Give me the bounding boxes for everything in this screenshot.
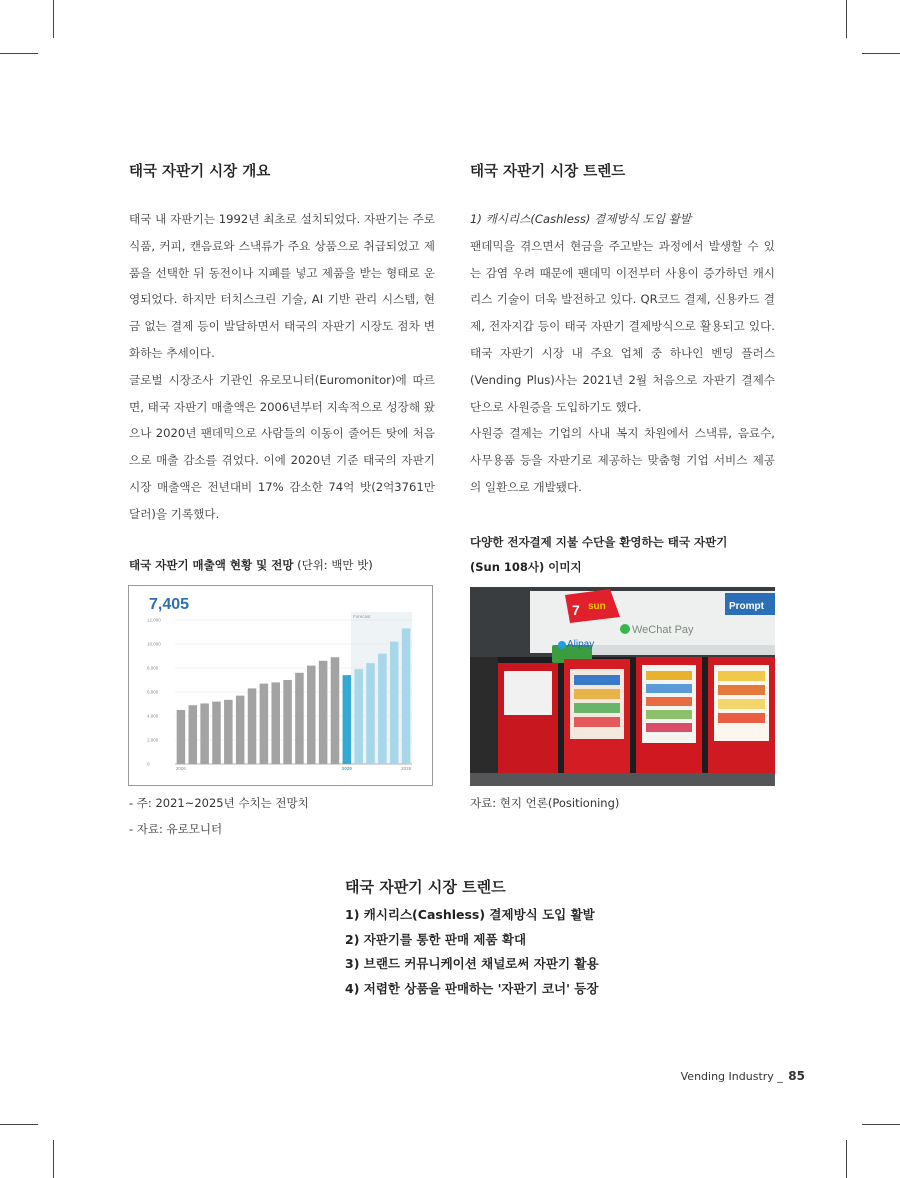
right-section-heading: 태국 자판기 시장 트렌드 (470, 164, 626, 180)
bar-2023 (378, 654, 387, 764)
bar-2006 (177, 710, 186, 764)
crop-mark (0, 53, 38, 54)
chart-note-projection: - 주: 2021~2025년 수치는 전망치 (129, 796, 309, 810)
bar-2008 (200, 703, 209, 764)
summary-item: 3) 브랜드 커뮤니케이션 채널로써 자판기 활용 (345, 956, 599, 971)
bar-2015 (283, 680, 292, 764)
y-tick-label: 8,000 (147, 665, 159, 671)
crop-mark (846, 1140, 847, 1178)
x-tick-label: 2020 (341, 766, 352, 771)
bar-2021 (354, 669, 363, 764)
summary-item: 2) 자판기를 통한 판매 제품 확대 (345, 931, 527, 947)
right-paragraph-1: 팬데믹을 겪으면서 현금을 주고받는 과정에서 발생할 수 있는 감염 우려 때문에 팬데믹 이전부터 사용이 증가하던 캐시리스 기술이 더욱 발전하고 있다. QR코드 결제, 신용카드 결제, 전자지갑 등이 태국 자판기 결제방식으로 활용되고 있다. 태국 자판기 시장 내 주요 업체 중 하나인 벤딩 플러스(Vending Plus)사는 2021년 2월 처음으로 자판기 결제수단으로 사원증을 도입하기도 했다. (470, 238, 775, 414)
crop-mark (53, 0, 54, 38)
vending-machine-photo (470, 587, 775, 786)
bar-2017 (307, 666, 316, 764)
forecast-label: Forecast (353, 614, 371, 619)
bar-2024 (390, 642, 399, 764)
chart-caption-unit: (단위: 백만 밧) (293, 558, 373, 572)
summary-title: 태국 자판기 시장 트렌드 (345, 878, 506, 896)
bar-2020 (343, 675, 352, 764)
sales-chart-frame (128, 585, 433, 786)
y-tick-label: 2,000 (147, 737, 159, 743)
bar-2016 (295, 673, 304, 764)
x-tick-label: 2025 (401, 766, 412, 771)
photo-source: 자료: 현지 언론(Positioning) (470, 796, 620, 810)
y-tick-label: 0 (147, 761, 150, 767)
bar-2025 (402, 628, 411, 764)
crop-mark (0, 1124, 38, 1125)
bar-2007 (189, 705, 198, 764)
photo-caption-line-2: (Sun 108사) 이미지 (470, 560, 582, 574)
x-tick-label: 2006 (175, 766, 186, 771)
sales-chart (129, 586, 432, 785)
prompt-pay-sign: Prompt (729, 601, 764, 612)
y-tick-label: 12,000 (147, 617, 161, 623)
crop-mark (846, 0, 847, 38)
vending-machine-illustration (470, 587, 775, 786)
bar-2019 (331, 657, 340, 764)
right-paragraph-2: 사원증 결제는 기업의 사내 복지 차원에서 스낵류, 음료수, 사무용품 등을 자판기로 제공하는 맞춤형 기업 서비스 제공의 일환으로 개발됐다. (470, 426, 775, 494)
y-tick-label: 6,000 (147, 689, 159, 695)
bar-2013 (260, 684, 269, 764)
bar-2022 (366, 663, 375, 764)
page-footer (681, 1069, 805, 1083)
right-subheading: 1) 캐시리스(Cashless) 결제방식 도입 활발 (470, 212, 692, 226)
chart-caption (129, 557, 373, 573)
wechat-pay-sign: WeChat Pay (632, 624, 694, 636)
left-section-heading: 태국 자판기 시장 개요 (129, 164, 271, 180)
crop-mark (862, 1124, 900, 1125)
bar-2011 (236, 696, 245, 764)
left-paragraph-1: 태국 내 자판기는 1992년 최초로 설치되었다. 자판기는 주로 식품, 커피, 캔음료와 스낵류가 주요 상품으로 취급되었고 제품을 선택한 뒤 동전이나 지폐를 넣고 제품을 받는 형태로 운영되었다. 하지만 터치스크린 기술, AI 기반 관리 시스템, 현금 없는 결제 등이 발달하면서 태국의 자판기 시장도 점차 변화하는 추세이다. (129, 212, 435, 360)
chart-note-source: - 자료: 유로모니터 (129, 822, 223, 836)
trend-summary (345, 876, 599, 1001)
chart-caption-title: 태국 자판기 매출액 현황 및 전망 (129, 558, 294, 572)
y-tick-label: 10,000 (147, 641, 161, 647)
y-tick-label: 4,000 (147, 713, 159, 719)
chart-highlight-label: 7,405 (149, 596, 190, 613)
bar-2012 (248, 688, 257, 764)
crop-mark (862, 53, 900, 54)
photo-caption (470, 530, 727, 580)
summary-item: 1) 캐시리스(Cashless) 결제방식 도입 활발 (345, 907, 595, 922)
bar-2014 (271, 682, 280, 764)
svg-text:sun: sun (588, 601, 606, 612)
crop-mark (53, 1140, 54, 1178)
bar-2009 (212, 702, 221, 764)
bar-2010 (224, 700, 233, 764)
svg-text:7: 7 (572, 602, 580, 618)
left-paragraph-2: 글로벌 시장조사 기관인 유로모니터(Euromonitor)에 따르면, 태국 자판기 매출액은 2006년부터 지속적으로 성장해 왔으나 2020년 팬데믹으로 사람들의 이동이 줄어든 탓에 처음으로 매출 감소를 겪었다. 이에 2020년 기준 태국의 자판기 시장 매출액은 전년대비 17% 감소한 74억 밧(2억3761만 달러)을 기록했다. (129, 372, 435, 521)
bar-2018 (319, 661, 328, 764)
left-body-text (129, 206, 435, 528)
summary-item: 4) 저렴한 상품을 판매하는 '자판기 코너' 등장 (345, 980, 599, 996)
right-body-text (470, 206, 775, 501)
alipay-sign: Alipay (567, 639, 595, 650)
publication-name: Vending Industry _ (680, 1070, 783, 1083)
page-number: 85 (788, 1069, 805, 1083)
photo-caption-line-1: 다양한 전자결제 지불 수단을 환영하는 태국 자판기 (470, 535, 728, 549)
